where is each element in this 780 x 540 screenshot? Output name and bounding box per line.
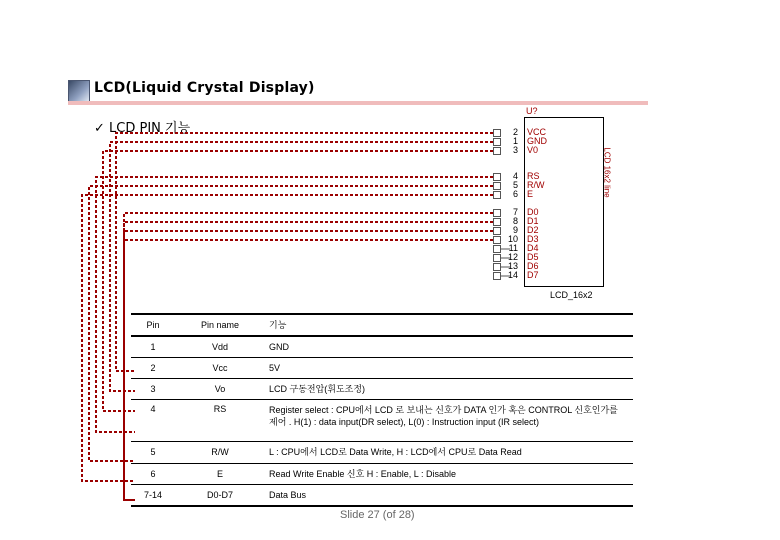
cell-pin-name: Vo <box>214 384 226 394</box>
cell-pin-name: Vcc <box>212 363 228 373</box>
table-row <box>131 379 633 400</box>
pin-name: E <box>527 189 534 199</box>
pin-connector <box>493 254 501 262</box>
pin-connector <box>493 236 501 244</box>
cell-pin: 7-14 <box>143 490 162 500</box>
cell-pin: 2 <box>150 363 156 373</box>
cell-pin: 6 <box>150 469 156 479</box>
pin-number: 5 <box>512 180 518 190</box>
pin-number: 3 <box>512 145 518 155</box>
pin-function-table <box>131 313 633 507</box>
pin-name: D0 <box>527 207 539 217</box>
pin-connector <box>493 263 501 271</box>
pin-number: 4 <box>512 171 518 181</box>
pin-connector <box>493 245 501 253</box>
pin-number: 8 <box>512 216 518 226</box>
cell-function: L : CPU에서 LCD로 Data Write, H : LCD에서 CPU로 Data Read <box>269 447 522 457</box>
slide-footer: Slide 27 (of 28) <box>340 509 415 521</box>
pin-connector <box>493 272 501 280</box>
pin-number: 10 <box>507 234 518 244</box>
pin-name: GND <box>527 136 547 146</box>
table-row <box>131 336 633 358</box>
cell-function: Read Write Enable 신호 H : Enable, L : Disable <box>269 469 456 479</box>
pin-name: V0 <box>527 145 539 155</box>
pin-number: 11 <box>508 243 518 253</box>
lcd-reference-label: U? <box>526 106 538 116</box>
cell-pin-name: R/W <box>211 447 229 457</box>
pin-name: D6 <box>527 261 539 271</box>
header-pin: Pin <box>146 320 160 330</box>
pin-name: VCC <box>527 127 547 137</box>
pin-name: D3 <box>527 234 539 244</box>
pin-connector <box>493 182 501 190</box>
pin-name: D1 <box>527 216 539 226</box>
slide-title: LCD(Liquid Crystal Display) <box>94 80 315 96</box>
pin-connector <box>493 209 501 217</box>
pin-name: D4 <box>527 243 539 253</box>
cell-pin-name: D0-D7 <box>206 490 233 500</box>
cell-function: LCD 구동전압(휘도조정) <box>269 384 366 394</box>
pin-connector <box>493 173 501 181</box>
lcd-part-label: LCD_16x2 <box>550 290 593 300</box>
cell-function: Data Bus <box>269 490 307 500</box>
pin-number: 14 <box>507 270 518 280</box>
cell-function: GND <box>269 342 289 352</box>
pin-connector <box>493 218 501 226</box>
table-header-row <box>131 314 633 336</box>
cell-pin: 3 <box>150 384 156 394</box>
pin-number: 2 <box>512 127 518 137</box>
pin-name: D2 <box>527 225 539 235</box>
cell-function: Register select : CPU에서 LCD 로 보내는 신호가 DATA 인가 혹은 CONTROL 신호인가를 제어 . H(1) : data input(DR select), L(0) : Instruction input (IR select) <box>269 405 618 427</box>
pin-connector <box>493 147 501 155</box>
pin-connector <box>493 138 501 146</box>
cell-pin: 1 <box>150 342 156 352</box>
table-row <box>131 400 633 442</box>
table-row <box>131 358 633 379</box>
pin-connector <box>493 191 501 199</box>
cell-pin-name: E <box>216 469 223 479</box>
pin-number: 1 <box>512 136 518 146</box>
pin-name: RS <box>527 171 540 181</box>
header-pin-name: Pin name <box>200 320 240 330</box>
header-function: 기능 <box>269 320 287 330</box>
pin-name: R/W <box>527 180 545 190</box>
lcd-vertical-label: LCD 16x2 line <box>602 147 612 198</box>
pin-number: 9 <box>512 225 518 235</box>
table-row <box>131 464 633 485</box>
section-subtitle: ✓ LCD PIN 기능 <box>94 121 191 136</box>
cell-pin-name: RS <box>213 404 227 414</box>
pin-number: 12 <box>507 252 518 262</box>
pin-connector <box>493 227 501 235</box>
cell-pin-name: Vdd <box>211 342 228 352</box>
pin-number: 13 <box>507 261 518 271</box>
cell-function: 5V <box>269 363 281 373</box>
pin-connector <box>493 129 501 137</box>
pin-number: 6 <box>512 189 518 199</box>
pin-name: D7 <box>527 270 539 280</box>
table-row <box>131 485 633 507</box>
pin-number: 7 <box>512 207 518 217</box>
pin-name: D5 <box>527 252 539 262</box>
table-row <box>131 442 633 464</box>
cell-pin: 4 <box>150 404 156 414</box>
cell-pin: 5 <box>150 447 156 457</box>
